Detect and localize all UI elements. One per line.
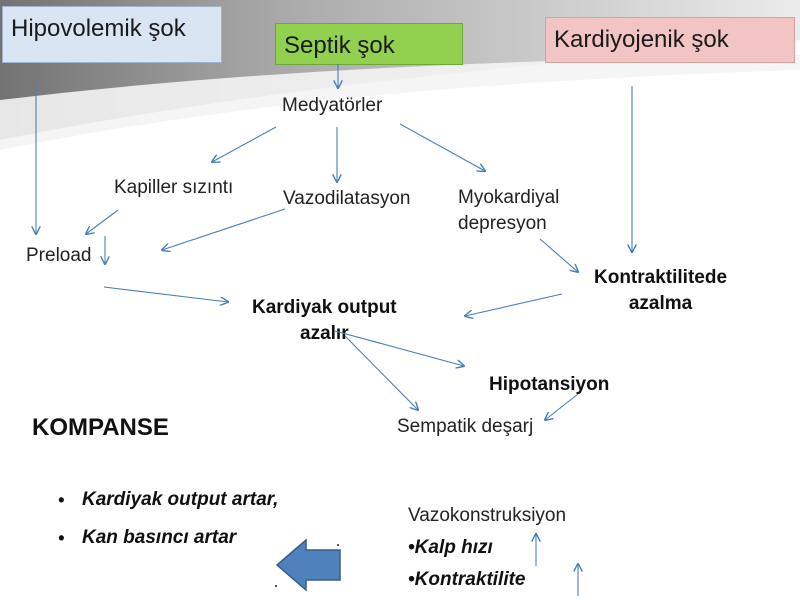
hipotansiyon-label: Hipotansiyon	[489, 374, 610, 395]
septik-label: Septik şok	[284, 32, 395, 59]
kontraktilite-line2: azalma	[628, 293, 693, 314]
hipovolemik-label: Hipovolemik şok	[11, 15, 186, 42]
kardiyak-line2: azalır	[300, 323, 349, 344]
kompanse-item-2: • Kan basıncı artar	[58, 526, 298, 550]
kardiyojenik-box	[545, 17, 795, 63]
kompanse-item-1: • Kardiyak output artar,	[58, 488, 298, 512]
myokardiyal-line1: Myokardiyal	[458, 187, 560, 208]
vazodilatasyon-label: Vazodilatasyon	[283, 188, 411, 209]
sempatik-label: Sempatik deşarj	[397, 416, 534, 437]
vazokonstruksiyon-title: Vazokonstruksiyon	[408, 505, 567, 526]
kontraktilite-line1: Kontraktilitede	[594, 267, 728, 288]
medyatorler-label: Medyatörler	[282, 95, 383, 116]
kardiyojenik-label: Kardiyojenik şok	[554, 26, 729, 53]
myokardiyal-line2: depresyon	[458, 213, 547, 234]
vazo-item-kontraktilite: •Kontraktilite	[408, 569, 526, 590]
septik-box	[275, 23, 463, 65]
preload-label: Preload	[26, 245, 92, 266]
vazo-item-kalp-hizi: •Kalp hızı	[408, 537, 493, 558]
hipovolemik-box	[2, 6, 222, 63]
myokardiyal-label	[458, 185, 559, 237]
kompanse-list	[58, 488, 298, 564]
kardiyak-line1: Kardiyak output	[252, 297, 397, 318]
kardiyak-output-label	[252, 295, 397, 347]
kapiller-label: Kapiller sızıntı	[114, 177, 234, 198]
kontraktilite-label	[594, 265, 727, 317]
kompanse-title: KOMPANSE	[32, 414, 169, 441]
